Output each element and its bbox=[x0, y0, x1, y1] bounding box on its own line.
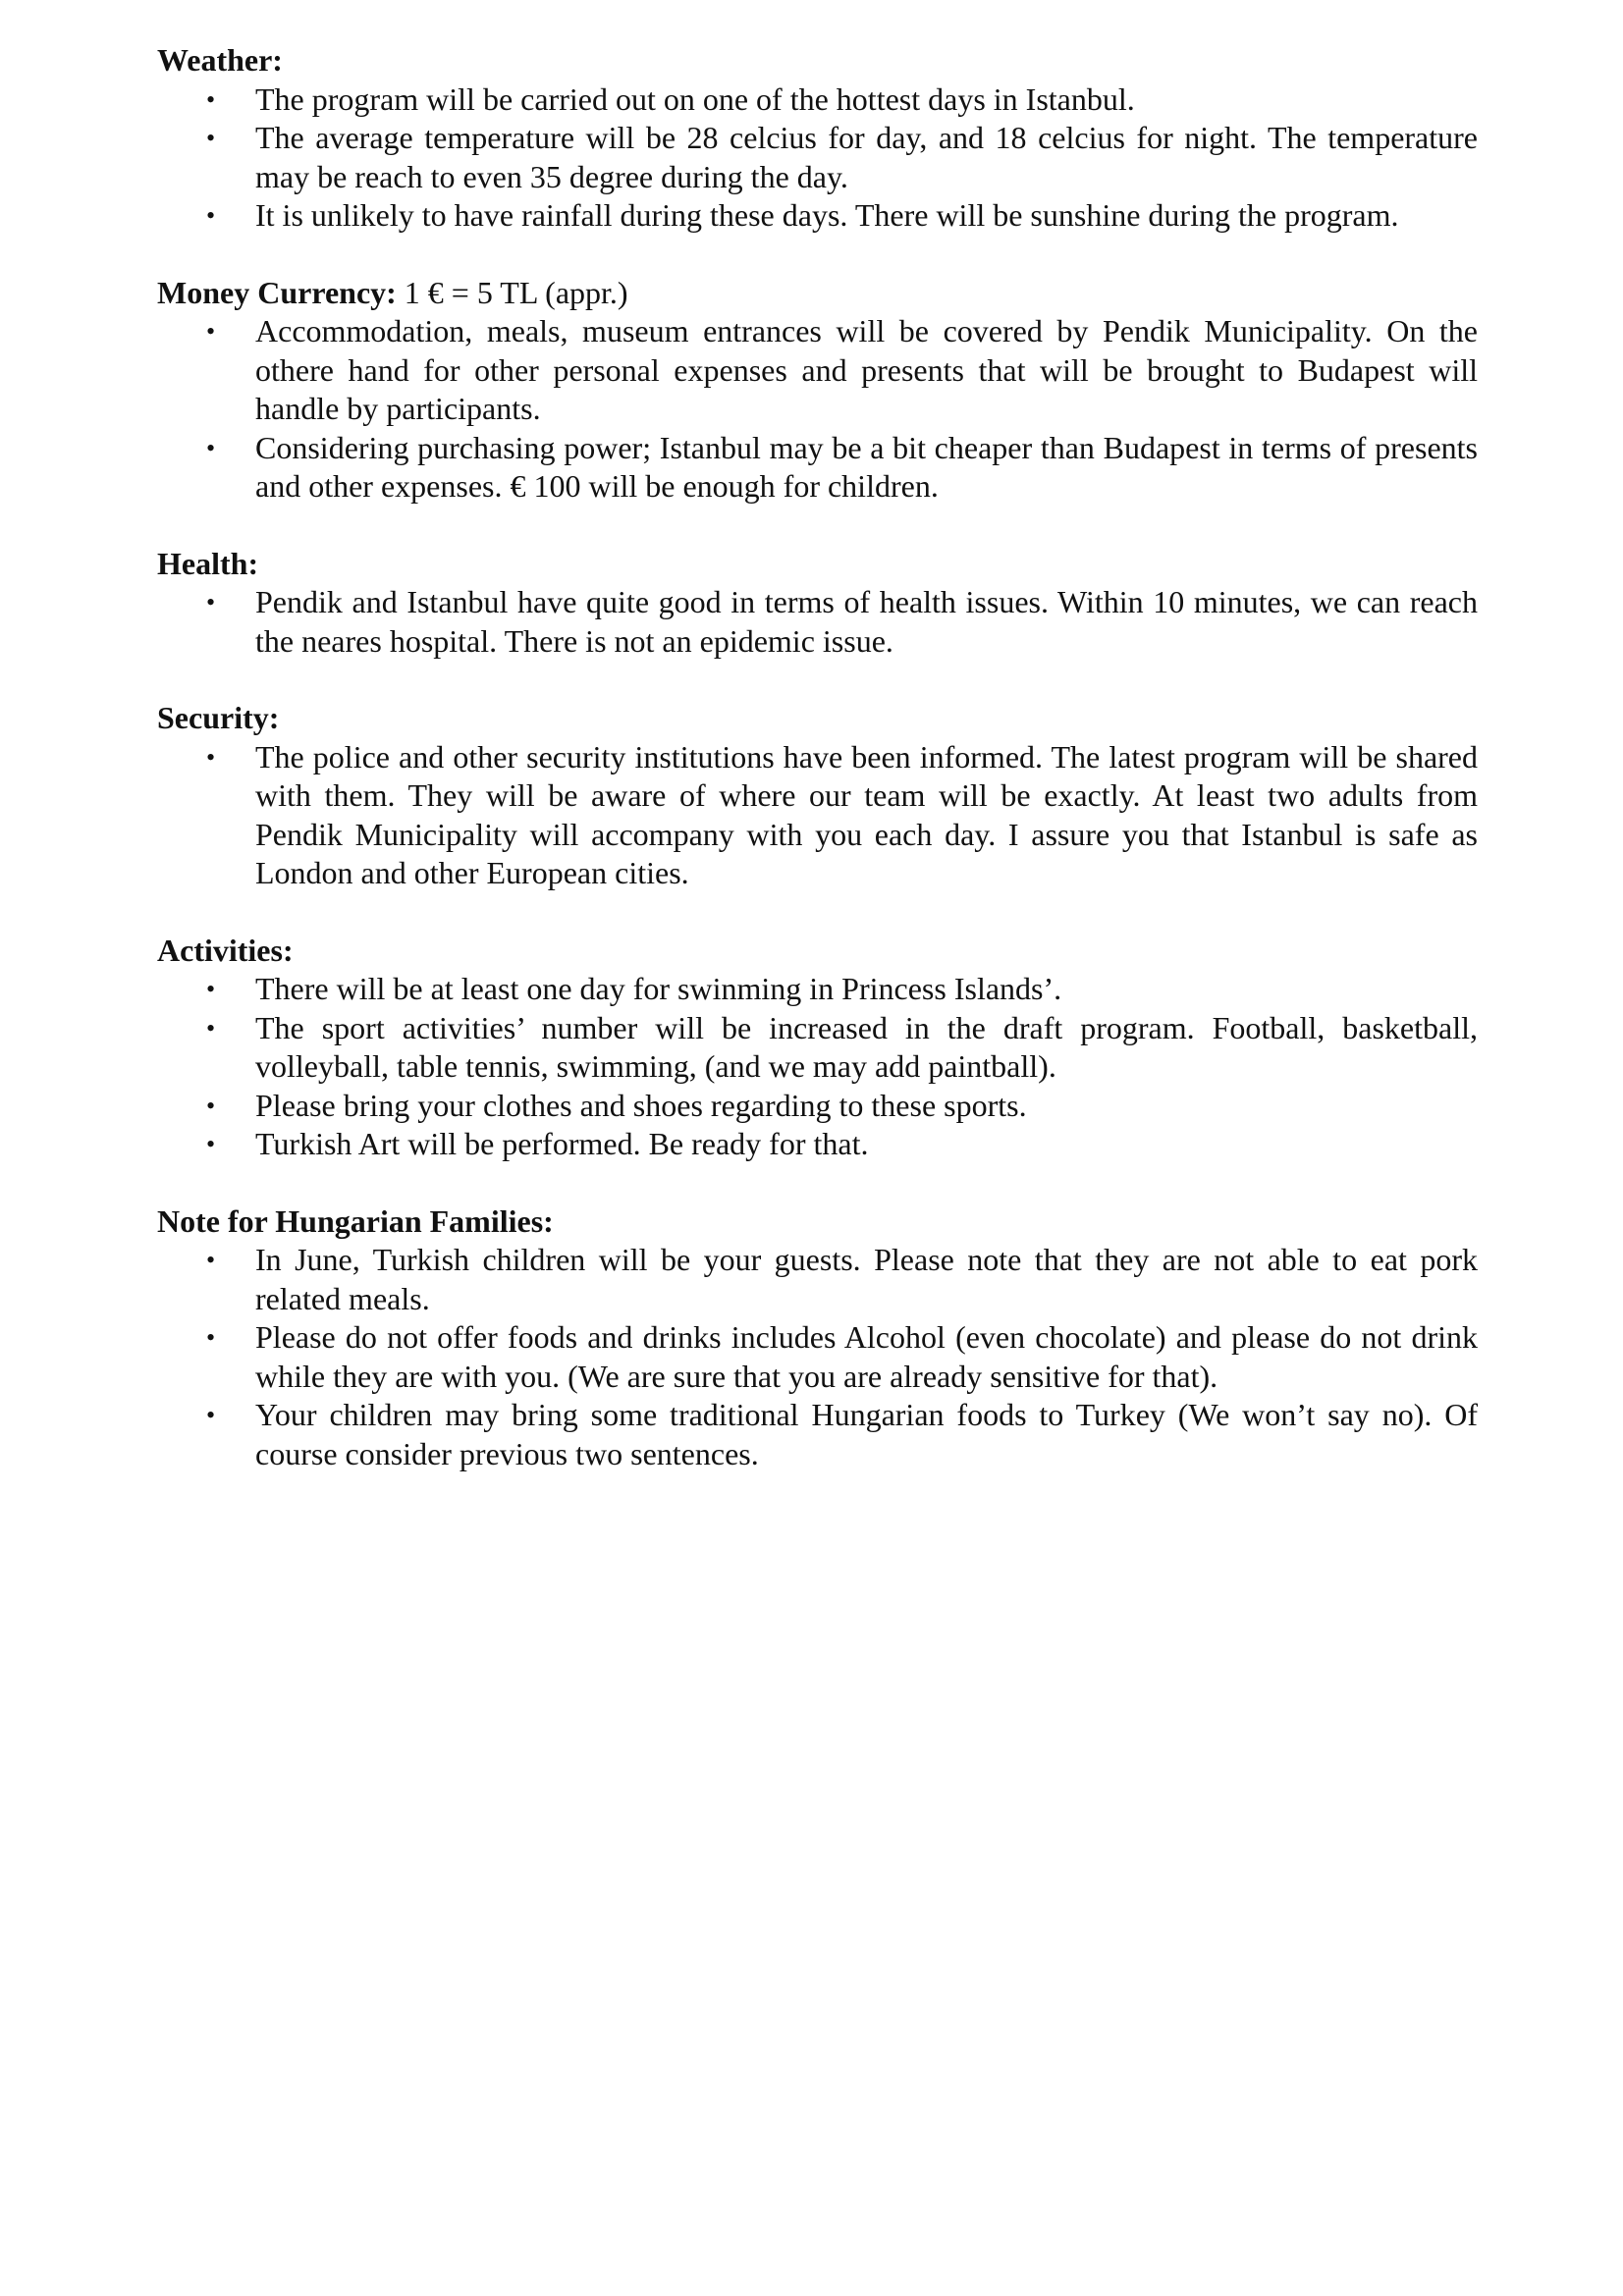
bullet-icon: • bbox=[206, 1246, 216, 1274]
document-page bbox=[157, 41, 1478, 1512]
section-health bbox=[157, 545, 1478, 662]
list-item-text: Your children may bring some traditional Hungarian foods to Turkey (We won’t say no). Of course consider previous two sentences. bbox=[255, 1397, 1478, 1471]
list-item bbox=[157, 80, 1478, 120]
list-item bbox=[157, 119, 1478, 196]
bullet-icon: • bbox=[206, 1091, 216, 1120]
bullet-list bbox=[157, 738, 1478, 893]
list-item-text: Please bring your clothes and shoes regarding to these sports. bbox=[255, 1087, 1027, 1123]
list-item bbox=[157, 1087, 1478, 1126]
list-item-text: In June, Turkish children will be your guests. Please note that they are not able to eat pork related meals. bbox=[255, 1242, 1478, 1316]
bullet-list bbox=[157, 312, 1478, 507]
heading-label: Security: bbox=[157, 700, 280, 735]
section-heading bbox=[157, 699, 1478, 738]
bullet-icon: • bbox=[206, 1130, 216, 1158]
list-item-text: The program will be carried out on one of the hottest days in Istanbul. bbox=[255, 80, 1135, 117]
bullet-icon: • bbox=[206, 433, 216, 462]
bullet-icon: • bbox=[206, 588, 216, 616]
section-note-hungarian-families bbox=[157, 1202, 1478, 1474]
bullet-icon: • bbox=[206, 84, 216, 114]
heading-label: Activities: bbox=[157, 932, 294, 968]
list-item-text: There will be at least one day for swinming in Princess Islands’. bbox=[255, 971, 1062, 1006]
bullet-icon: • bbox=[206, 1323, 216, 1352]
bullet-list bbox=[157, 970, 1478, 1164]
section-security bbox=[157, 699, 1478, 893]
list-item-text: It is unlikely to have rainfall during these days. There will be sunshine during the program. bbox=[255, 197, 1399, 233]
section-heading bbox=[157, 932, 1478, 971]
list-item-text: Turkish Art will be performed. Be ready for that. bbox=[255, 1126, 869, 1161]
list-item bbox=[157, 1318, 1478, 1396]
bullet-list bbox=[157, 1241, 1478, 1473]
section-heading bbox=[157, 41, 1478, 80]
list-item-text: Accommodation, meals, museum entrances will be covered by Pendik Municipality. On the othere hand for other personal expenses and presents that will be brought to Budapest will handle by participants. bbox=[255, 313, 1478, 426]
bullet-icon: • bbox=[206, 1401, 216, 1429]
list-item bbox=[157, 1396, 1478, 1473]
section-heading bbox=[157, 274, 1478, 313]
heading-label: Money Currency: bbox=[157, 274, 397, 310]
list-item-text: Pendik and Istanbul have quite good in terms of health issues. Within 10 minutes, we can reach the neares hospital. There is not an epidemic issue. bbox=[255, 584, 1478, 659]
section-heading bbox=[157, 545, 1478, 584]
section-money-currency bbox=[157, 274, 1478, 507]
list-item-text: Please do not offer foods and drinks includes Alcohol (even chocolate) and please do not drink while they are with you. (We are sure that you are already sensitive for that). bbox=[255, 1319, 1478, 1394]
list-item bbox=[157, 429, 1478, 507]
list-item bbox=[157, 1009, 1478, 1087]
list-item-text: The average temperature will be 28 celcius for day, and 18 celcius for night. The temperature may be reach to even 35 degree during the day. bbox=[255, 120, 1478, 194]
list-item bbox=[157, 738, 1478, 893]
section-weather bbox=[157, 41, 1478, 236]
section-heading bbox=[157, 1202, 1478, 1242]
heading-label: Weather: bbox=[157, 42, 283, 78]
list-item-text: Considering purchasing power; Istanbul may be a bit cheaper than Budapest in terms of presents and other expenses. € 100 will be enough for children. bbox=[255, 429, 1478, 504]
list-item bbox=[157, 583, 1478, 661]
heading-label: Note for Hungarian Families: bbox=[157, 1202, 554, 1239]
section-activities bbox=[157, 932, 1478, 1164]
bullet-icon: • bbox=[206, 1013, 216, 1042]
list-item bbox=[157, 970, 1478, 1009]
exchange-rate-text: 1 € = 5 TL (appr.) bbox=[396, 274, 628, 310]
heading-label: Health: bbox=[157, 545, 259, 581]
bullet-icon: • bbox=[206, 317, 216, 346]
list-item bbox=[157, 1241, 1478, 1318]
list-item-text: The police and other security institutions have been informed. The latest program will be shared with them. They will be aware of where our team will be exactly. At least two adults from Pendik Municipality will accompany with you each day. I assure you that Istanbul is safe as London and other European cities. bbox=[255, 738, 1478, 890]
bullet-icon: • bbox=[206, 975, 216, 1003]
list-item bbox=[157, 196, 1478, 236]
bullet-icon: • bbox=[206, 201, 216, 230]
bullet-list bbox=[157, 80, 1478, 236]
list-item-text: The sport activities’ number will be increased in the draft program. Football, basketball, volleyball, table tennis, swimming, (and we may add paintball). bbox=[255, 1009, 1478, 1084]
bullet-icon: • bbox=[206, 124, 216, 152]
bullet-list bbox=[157, 583, 1478, 661]
bullet-icon: • bbox=[206, 742, 216, 772]
list-item bbox=[157, 312, 1478, 429]
list-item bbox=[157, 1125, 1478, 1164]
